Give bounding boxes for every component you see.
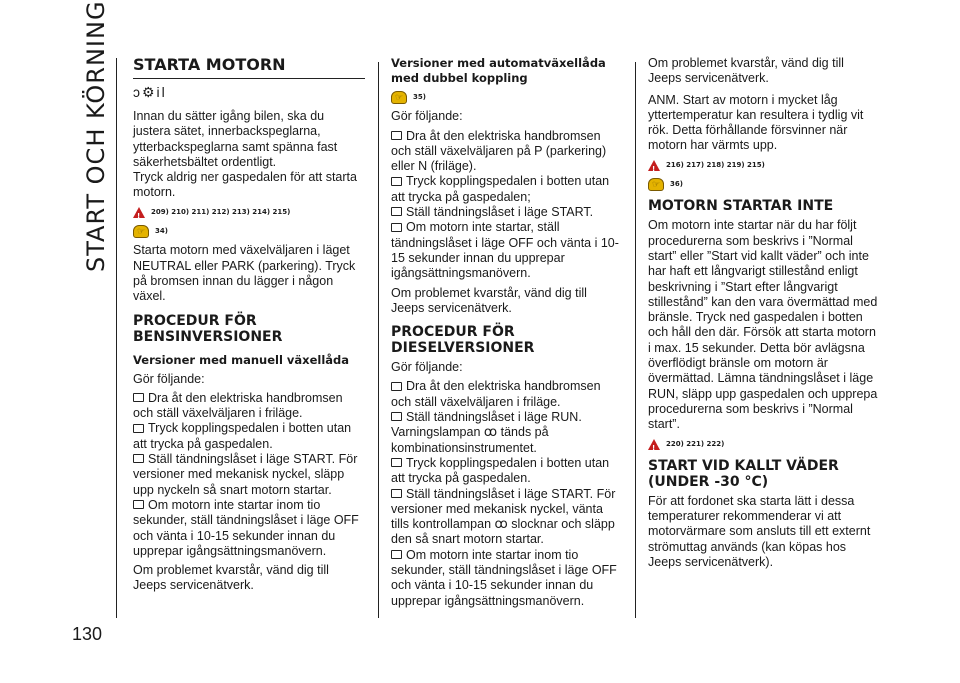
column-3	[648, 56, 880, 570]
list-item: Ställ tändningslåset i läge START. För versioner med mekanisk nyckel, vänta	[391, 486, 616, 516]
warning-ref-list: 220) 221) 222)	[666, 439, 725, 448]
page-number: 130	[72, 624, 103, 644]
bullet-icon	[133, 393, 144, 402]
note-refs	[648, 177, 880, 192]
warning-ref-list: 209) 210) 211) 212) 213) 214) 215)	[151, 207, 291, 216]
bullet-icon	[133, 454, 144, 463]
list-item: Dra åt den elektriska handbromsen och ställ växelväljaren i friläge.	[133, 390, 343, 421]
paragraph: Om motorn inte startar när du har följt procedurerna som beskrivs i ”Normal start” eller ”Start vid kallt väder” och inte har haft ett långvarigt stillestånd enligt beskrivning i ”Start efter långvarigt stillestånd” kan den vara övermättad med bränsle. Tryck ned gaspedalen i botten och håll den där. Försök att starta motorn i max. 15 sekunder. Detta bör avlägsna överflödigt bränsle om motorn är övermättad. Lämna tändningslåset i läge RUN, släpp upp gaspedalen och upprepa procedurerna som beskrivs i ”Normal start”.	[648, 218, 878, 432]
list-item: Om motorn inte startar, ställ tändningslåset i läge OFF och vänta i 10-15 sekunder innan du upprepar igångsättningsmanövern.	[391, 220, 619, 281]
lamp-text: tänds på kombinationsinstrumentet.	[391, 425, 549, 455]
bullet-icon	[133, 500, 144, 509]
hand-gear-icon: ↄ⚙il	[133, 84, 167, 100]
section-heading: PROCEDUR FÖR DIESELVERSIONER	[391, 324, 535, 357]
paragraph: Om problemet kvarstår, vänd dig till Jeeps servicenätverk.	[133, 563, 329, 593]
glow-plug-icon: ꝏ	[483, 425, 498, 441]
hand-note-icon: ☞	[391, 91, 407, 104]
bullet-icon	[391, 207, 402, 216]
list-item: Dra åt den elektriska handbromsen och ställ växelväljaren i friläge.	[391, 379, 601, 409]
note-ref-list: 34)	[155, 227, 168, 236]
paragraph: ANM. Start av motorn i mycket låg yttertemperatur kan resultera i tydlig vit rök. Detta förhållande försvinner när motorn har värmts upp.	[648, 92, 864, 153]
bullet-icon	[391, 458, 402, 467]
note-ref-list: 36)	[670, 180, 683, 189]
paragraph: Starta motorn med växelväljaren i läget NEUTRAL eller PARK (parkering). Tryck på bromsen innan du lägger i någon växel.	[133, 243, 356, 304]
warning-ref-list: 216) 217) 218) 219) 215)	[666, 160, 765, 169]
bullet-icon	[391, 412, 402, 421]
lamp-text: Varningslampan	[391, 425, 481, 440]
paragraph: Gör följande:	[391, 109, 463, 124]
section-heading: START VID KALLT VÄDER (UNDER -30 °C)	[648, 457, 839, 490]
bullet-icon	[391, 382, 402, 391]
section-title: STARTA MOTORN	[133, 56, 365, 79]
hand-note-icon: ☞	[133, 225, 149, 238]
column-divider	[378, 62, 379, 618]
warning-triangle-icon: !	[648, 160, 660, 171]
subheading: Versioner med manuell växellåda	[133, 352, 350, 367]
paragraph: Innan du sätter igång bilen, ska du justera sätet, innerbackspeglarna, ytterbackspeglarna samt spänna fast säkerhetsbältet ordentligt.	[133, 109, 338, 169]
bullet-icon	[391, 489, 402, 498]
warning-refs	[133, 205, 365, 220]
bullet-icon	[391, 550, 402, 559]
note-refs	[391, 90, 623, 105]
list-item: Ställ tändningslåset i läge START.	[406, 205, 594, 220]
note-ref-list: 35)	[413, 93, 426, 101]
hand-note-icon: ☞	[648, 178, 664, 191]
lamp-text: slocknar och släpp den så snart motorn startar.	[391, 517, 615, 547]
list-item: Tryck kopplingspedalen i botten utan att trycka på gaspedalen;	[391, 174, 610, 204]
paragraph: Tryck aldrig ner gaspedalen för att starta motorn.	[133, 170, 357, 200]
subheading: Versioner med automatväxellåda med dubbel koppling	[391, 56, 606, 85]
chapter-divider	[116, 58, 117, 618]
column-2	[391, 56, 623, 609]
note-refs	[133, 224, 365, 239]
paragraph: För att fordonet ska starta lätt i dessa temperaturer rekommenderar vi att motorvärmare som ansluts till ett externt strömuttag används (kan köpas hos Jeeps servicenätverk).	[648, 493, 871, 570]
list-item: Tryck kopplingspedalen i botten utan att trycka på gaspedalen.	[391, 455, 610, 486]
paragraph: Om problemet kvarstår, vänd dig till Jeeps servicenätverk.	[648, 56, 844, 86]
section-heading: MOTORN STARTAR INTE	[648, 198, 834, 215]
paragraph: Gör följande:	[391, 360, 463, 375]
bullet-icon	[391, 177, 402, 186]
paragraph: Om problemet kvarstår, vänd dig till Jeeps servicenätverk.	[391, 285, 587, 315]
list-item: Om motorn inte startar inom tio sekunder, ställ tändningslåset i läge OFF och vänta i 10-15 sekunder innan du upprepar igångsättningsmanövern.	[391, 547, 617, 608]
column-1	[133, 56, 365, 594]
glow-plug-icon: ꝏ	[494, 517, 508, 533]
lamp-text: tills kontrollampan	[391, 517, 492, 532]
list-item: Ställ tändningslåset i läge START. För versioner med mekanisk nyckel, släpp upp nyckeln så snart motorn startar.	[133, 452, 358, 497]
warning-refs	[648, 158, 880, 173]
paragraph: Gör följande:	[133, 371, 205, 386]
section-heading: PROCEDUR FÖR BENSINVERSIONER	[133, 312, 283, 345]
list-item: Dra åt den elektriska handbromsen och ställ växelväljaren på P (parkering) eller N (friläge).	[391, 128, 607, 174]
list-item: Tryck kopplingspedalen i botten utan att trycka på gaspedalen.	[133, 421, 352, 451]
bullet-icon	[133, 424, 144, 433]
list-item: Om motorn inte startar inom tio sekunder, ställ tändningslåset i läge OFF och vänta i 10-15 sekunder innan du upprepar igångsättningsmanövern.	[133, 497, 359, 558]
list-item: Ställ tändningslåset i läge RUN.	[406, 410, 582, 425]
bullet-icon	[391, 131, 402, 140]
column-divider	[635, 62, 636, 618]
warning-triangle-icon: !	[648, 439, 660, 450]
warning-triangle-icon: !	[133, 207, 145, 218]
warning-refs	[648, 437, 880, 452]
bullet-icon	[391, 223, 402, 232]
chapter-title: START OCH KÖRNING	[82, 0, 110, 272]
